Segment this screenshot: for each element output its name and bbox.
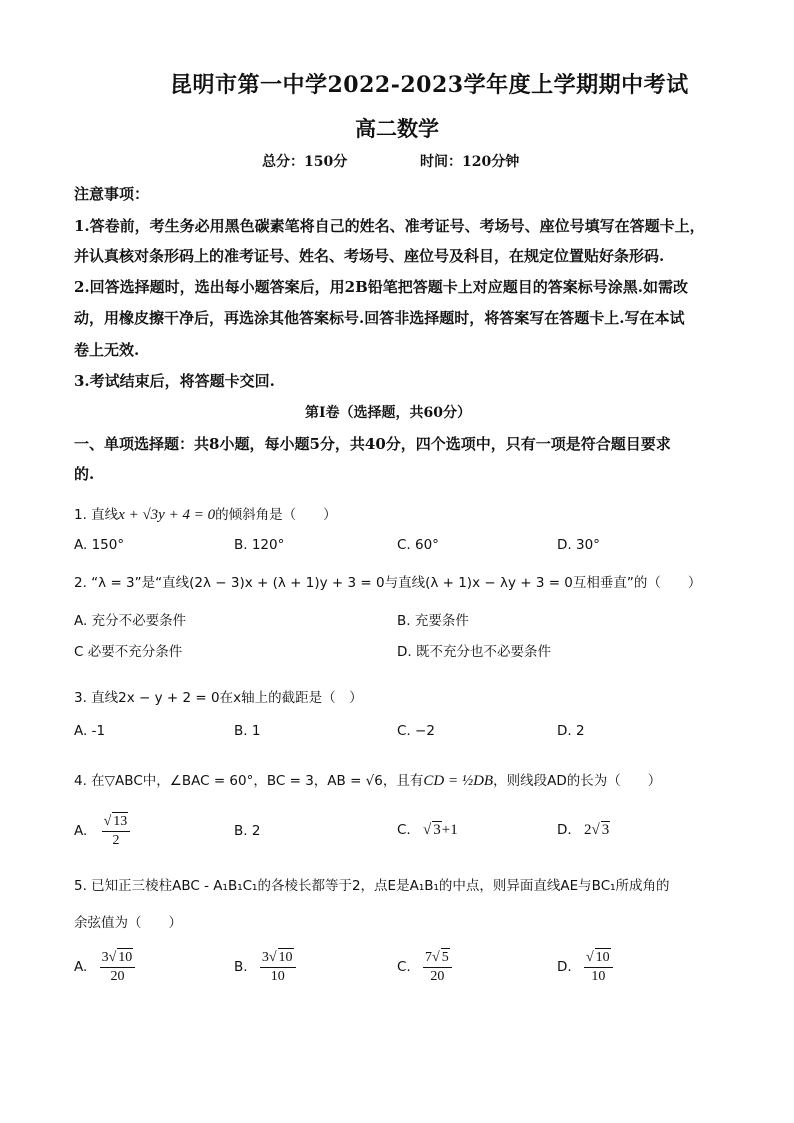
q3-option-c: C. −2 <box>397 723 435 739</box>
q5-b-label: B. <box>234 959 248 975</box>
total-score: 总分：150分 <box>262 154 348 170</box>
q4-a-fraction: $\frac{√ 13}{2}$ <box>102 812 131 850</box>
q5-a-label: A. <box>74 959 88 975</box>
question-4 <box>74 769 661 790</box>
q4-c-radicand: 3 <box>433 822 441 838</box>
q5-d-fraction: $\frac{√ 10}{10}$ <box>584 948 613 986</box>
q4-c-label: C. <box>397 822 411 838</box>
q4-a-label: A. <box>74 823 88 839</box>
notice-line: 2.回答选择题时，选出每小题答案后，用2B铅笔把答题卡上对应题目的答案标号涂黑.如需改 <box>74 278 689 296</box>
question-5-cont: 余弦值为（ ） <box>74 915 182 931</box>
q4-suffix: ，则线段AD的长为（ ） <box>493 773 662 789</box>
q4-a-denominator: 2 <box>112 833 120 848</box>
q5-b-fraction: $\frac{3√ 10}{10}$ <box>260 948 296 986</box>
q1-option-a: A. 150° <box>74 537 125 553</box>
q5-option-b <box>234 948 296 986</box>
q5-c-fraction: $\frac{7√ 5}{20}$ <box>423 948 452 986</box>
q5-a-fraction: $\frac{3√ 10}{20}$ <box>100 948 136 986</box>
q4-prefix: 4. 在▽ABC中，∠BAC = 60°，BC = 3，AB = √6，且有 <box>74 773 424 789</box>
exam-time: 时间：120分钟 <box>420 154 520 170</box>
q4-d-radicand: 3 <box>601 822 610 838</box>
q4-option-c: C. √ 3+1 <box>397 822 458 838</box>
q4-d-coef: 2 <box>583 822 592 838</box>
part-heading-cont: 的. <box>74 465 95 483</box>
question-5: 5. 已知正三棱柱ABC - A₁B₁C₁的各棱长都等于2，点E是A₁B₁的中点，则异面直线AE与BC₁所成角的 <box>74 878 670 894</box>
notice-line: 1.答卷前，考生务必用黑色碳素笔将自己的姓名、准考证号、考场号、座位号填写在答题卡上， <box>74 217 705 235</box>
notice-line: 卷上无效. <box>74 341 140 359</box>
q1-prefix: 1. 直线 <box>74 507 119 523</box>
q4-option-d: D. 2√ 3 <box>557 822 610 838</box>
q1-option-b: B. 120° <box>234 537 285 553</box>
q4-option-b: B. 2 <box>234 823 261 839</box>
q1-equation: x + √3y + 4 = 0 <box>118 507 216 523</box>
notice-line: 并认真核对条形码上的准考证号、姓名、考场号、座位号及科目，在规定位置贴好条形码. <box>74 247 665 265</box>
q5-option-a <box>74 948 135 986</box>
q5-c-label: C. <box>397 959 411 975</box>
q2-option-a: A. 充分不必要条件 <box>74 613 187 629</box>
q5-d-label: D. <box>557 959 572 975</box>
q1-option-c: C. 60° <box>397 537 439 553</box>
question-2: 2. “λ = 3”是“直线(2λ − 3)x + (λ + 1)y + 3 = 0与直线(λ + 1)x − λy + 3 = 0互相垂直”的（ ） <box>74 575 702 591</box>
q2-option-d: D. 既不充分也不必要条件 <box>397 644 551 660</box>
q1-suffix: 的倾斜角是（ ） <box>215 507 337 523</box>
volume-heading: 第Ⅰ卷（选择题，共60分） <box>305 405 472 421</box>
exam-title: 昆明市第一中学2022-2023学年度上学期期中考试 <box>170 72 689 98</box>
q3-option-a: A. -1 <box>74 723 106 739</box>
q4-option-a <box>74 812 130 850</box>
q5-option-c <box>397 948 452 986</box>
part-heading: 一、单项选择题：共8小题，每小题5分，共40分，四个选项中，只有一项是符合题目要求 <box>74 435 671 453</box>
q4-a-radicand: 13 <box>113 814 128 829</box>
notice-line: 3.考试结束后，将答题卡交回. <box>74 372 275 390</box>
q4-d-label: D. <box>557 822 572 838</box>
notice-line: 动，用橡皮擦干净后，再选涂其他答案标号.回答非选择题时，将答案写在答题卡上.写在本试 <box>74 309 685 327</box>
q5-option-d <box>557 948 613 986</box>
q4-vector-relation: CD = ½DB <box>423 773 494 789</box>
q4-c-tail: +1 <box>441 822 458 838</box>
q3-option-b: B. 1 <box>234 723 261 739</box>
exam-subtitle: 高二数学 <box>355 116 439 141</box>
question-3: 3. 直线2x − y + 2 = 0在x轴上的截距是（ ） <box>74 690 363 706</box>
q2-option-c: C 必要不充分条件 <box>74 644 183 660</box>
q3-option-d: D. 2 <box>557 723 585 739</box>
question-1 <box>74 503 337 524</box>
notice-heading: 注意事项： <box>74 185 150 203</box>
q2-option-b: B. 充要条件 <box>397 613 469 629</box>
q1-option-d: D. 30° <box>557 537 600 553</box>
